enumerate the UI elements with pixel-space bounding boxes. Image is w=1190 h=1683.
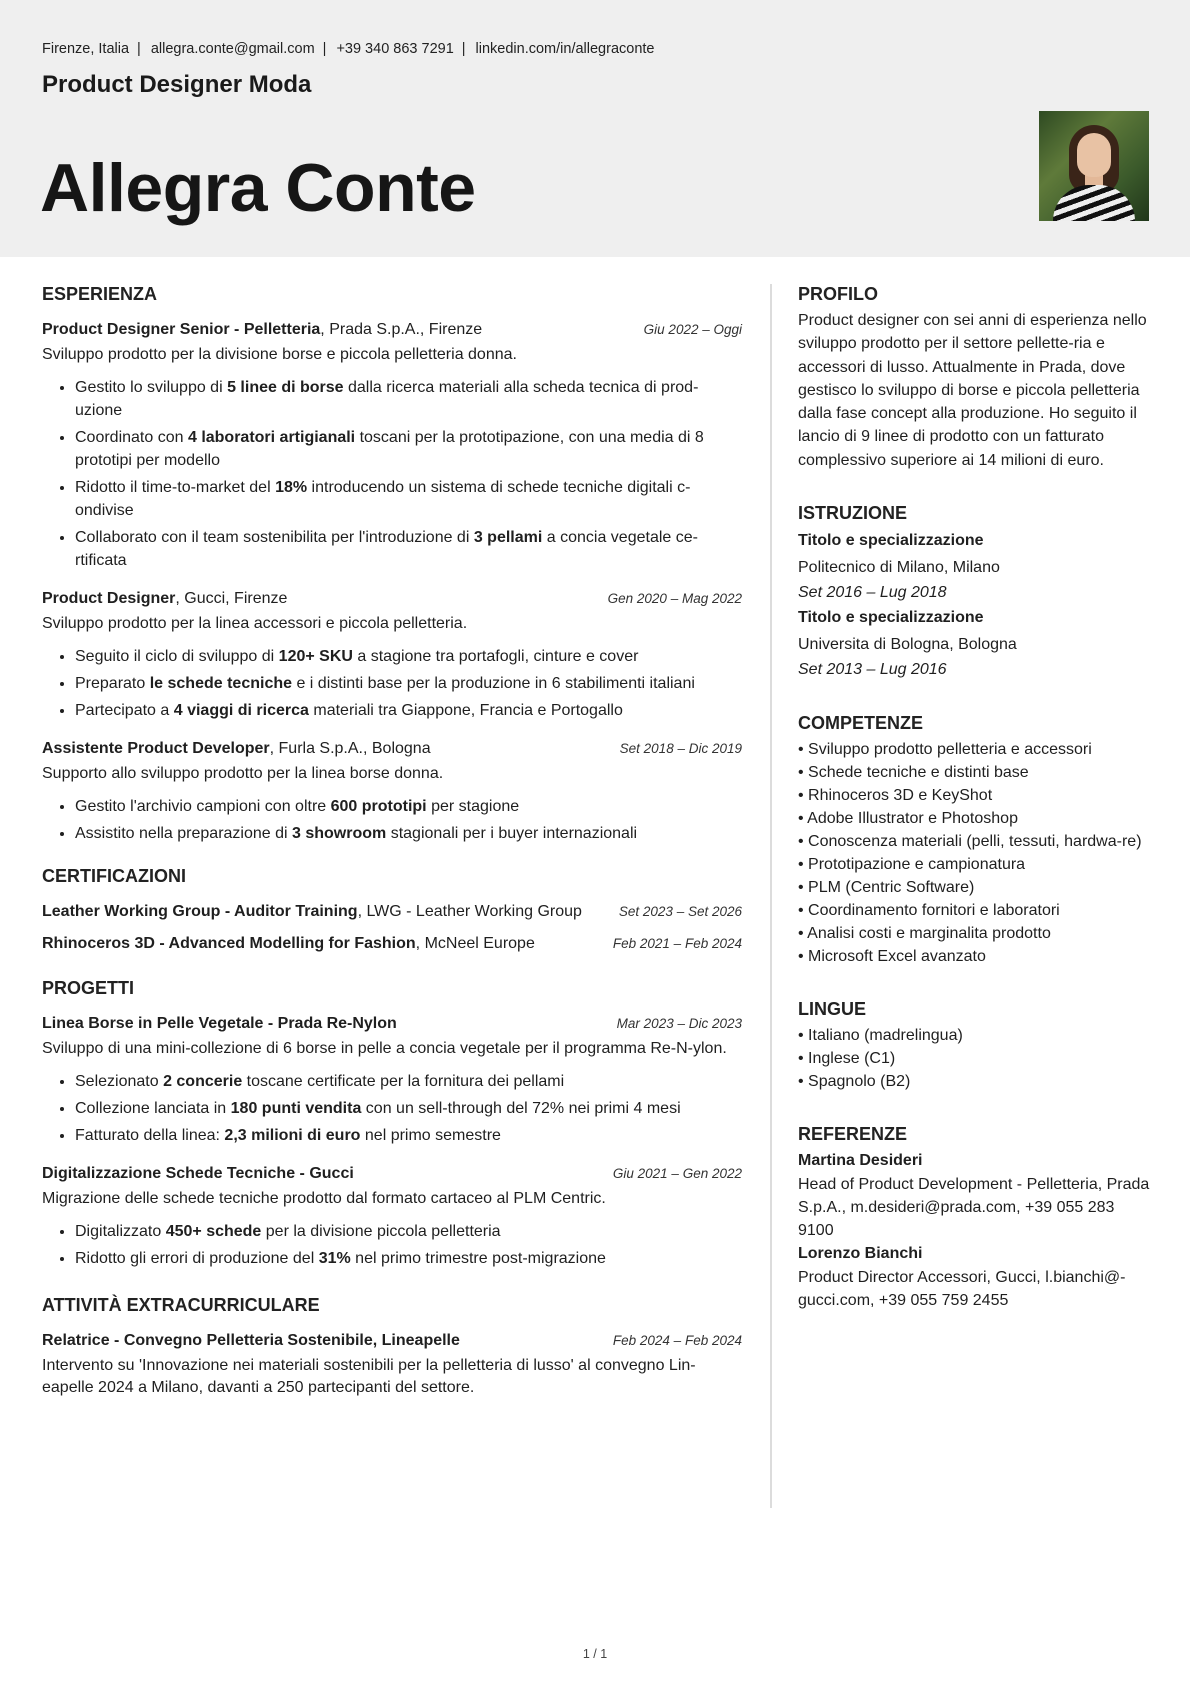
- section-title: ATTIVITÀ EXTRACURRICULARE: [42, 1295, 320, 1315]
- entry-role: Product Designer Senior - Pelletteria: [42, 321, 321, 338]
- entry-date: Feb 2024 – Feb 2024: [612, 1333, 742, 1348]
- entry-role: Assistente Product Developer: [42, 740, 270, 757]
- entry-date: Giu 2022 – Oggi: [643, 322, 742, 337]
- projects-section: [42, 977, 742, 1270]
- section-title: REFERENZE: [798, 1124, 908, 1145]
- entry-date: Mar 2023 – Dic 2023: [616, 1016, 742, 1031]
- list-item: • Partecipato a 4 viaggi di ricerca materiali tra Giappone, Francia e Portogallo: [75, 699, 742, 722]
- list-item: • Spagnolo (B2): [798, 1073, 911, 1091]
- list-item: • Prototipazione e campionatura: [798, 856, 1026, 874]
- certification-entry: [42, 901, 742, 923]
- school-name: Universita di Bologna, Bologna: [798, 636, 1017, 654]
- education-date: Set 2013 – Lug 2016: [798, 661, 947, 679]
- list-item: • Gestito lo sviluppo di 5 linee di borse dalla ricerca materiali alla scheda tecnica di prod-uzione: [75, 376, 742, 422]
- entry-org: , LWG - Leather Working Group: [357, 903, 582, 920]
- section-title: CERTIFICAZIONI: [42, 866, 186, 886]
- section-title: ESPERIENZA: [42, 284, 158, 304]
- contact-line: [42, 41, 654, 57]
- list-item: • Collezione lanciata in 180 punti vendita con un sell-through del 72% nei primi 4 mesi: [75, 1097, 742, 1120]
- contact-email[interactable]: allegra.conte@gmail.com: [150, 41, 315, 57]
- entry-description: Supporto allo sviluppo prodotto per la linea borse donna.: [42, 765, 444, 782]
- entry-description: Sviluppo di una mini-collezione di 6 borse in pelle a concia vegetale per il programma Re-N-ylon.: [42, 1040, 727, 1057]
- experience-section: [42, 283, 742, 845]
- entry-org: , Gucci, Firenze: [175, 590, 288, 607]
- section-title: PROFILO: [798, 284, 878, 304]
- degree-title: Titolo e specializzazione: [798, 609, 984, 627]
- page-number: 1 / 1: [582, 1647, 608, 1661]
- list-item: • Gestito l'archivio campioni con oltre 600 prototipi per stagione: [75, 795, 742, 818]
- profile-section: [798, 283, 1150, 472]
- list-item: • Analisi costi e marginalita prodotto: [798, 925, 1051, 943]
- entry-description: Migrazione delle schede tecniche prodotto dal formato cartaceo al PLM Centric.: [42, 1190, 606, 1207]
- entry-description: Intervento su 'Innovazione nei materiali sostenibili per la pelletteria di lusso' al convegno Lin-eapelle 2024 a Milano, davanti a 250 partecipanti del settore.: [42, 1357, 696, 1396]
- list-item: • Conoscenza materiali (pelli, tessuti, hardwa-re): [798, 833, 1142, 851]
- certification-entry: [42, 933, 742, 955]
- entry-role: Digitalizzazione Schede Tecniche - Gucci: [42, 1165, 354, 1182]
- list-item: • Preparato le schede tecniche e i distinti base per la produzione in 6 stabilimenti italiani: [75, 672, 742, 695]
- education-entry: [798, 605, 1150, 682]
- candidate-name: Allegra Conte: [40, 150, 476, 226]
- entry-date: Set 2018 – Dic 2019: [619, 741, 742, 756]
- list-item: • Microsoft Excel avanzato: [798, 948, 986, 966]
- list-item: • Ridotto gli errori di produzione del 31% nel primo trimestre post-migrazione: [75, 1247, 742, 1270]
- separator: |: [322, 41, 327, 57]
- education-date: Set 2016 – Lug 2018: [798, 584, 947, 602]
- project-entry: [42, 1163, 742, 1270]
- list-item: • Fatturato della linea: 2,3 milioni di euro nel primo semestre: [75, 1124, 742, 1147]
- profile-text: Product designer con sei anni di esperienza nello sviluppo prodotto per il settore pellette-ria e accessori di lusso. Attualmente in Prada, dove gestisco lo sviluppo di borse e piccola pelletteria dalla fase concept alla produzione. Ho seguito il lancio di 9 linee di prodotto con un fatturato complessivo superiore ai 14 milioni di euro.: [798, 312, 1147, 469]
- skills-section: [798, 712, 1150, 968]
- resume-header: [0, 0, 1190, 257]
- reference-name: Martina Desideri: [798, 1152, 923, 1170]
- profile-photo: [1039, 111, 1149, 221]
- entry-role: Leather Working Group - Auditor Training: [42, 903, 358, 920]
- list-item: • Coordinamento fornitori e laboratori: [798, 902, 1060, 920]
- list-item: • Collaborato con il team sostenibilita per l'introduzione di 3 pellami a concia vegetale ce-rtificata: [75, 526, 742, 572]
- reference-name: Lorenzo Bianchi: [798, 1245, 923, 1263]
- languages-section: [798, 998, 1150, 1093]
- entry-role: Linea Borse in Pelle Vegetale - Prada Re-Nylon: [42, 1015, 397, 1032]
- references-section: [798, 1123, 1150, 1312]
- list-item: • Ridotto il time-to-market del 18% introducendo un sistema di schede tecniche digitali c-ondivise: [75, 476, 742, 522]
- list-item: • Adobe Illustrator e Photoshop: [798, 810, 1018, 828]
- section-title: ISTRUZIONE: [798, 503, 908, 524]
- contact-phone[interactable]: +39 340 863 7291: [336, 41, 454, 57]
- entry-role: Product Designer: [42, 590, 176, 607]
- list-item: • Inglese (C1): [798, 1050, 896, 1068]
- contact-location: Firenze, Italia: [42, 41, 130, 57]
- extracurricular-section: [42, 1294, 742, 1399]
- school-name: Politecnico di Milano, Milano: [798, 559, 1000, 577]
- experience-entry: [42, 738, 742, 845]
- list-item: • Sviluppo prodotto pelletteria e accessori: [798, 741, 1092, 759]
- entry-date: Feb 2021 – Feb 2024: [612, 936, 742, 951]
- left-column: [42, 283, 742, 1415]
- list-item: • Italiano (madrelingua): [798, 1027, 963, 1045]
- entry-org: , Prada S.p.A., Firenze: [320, 321, 483, 338]
- reference-entry: [798, 1149, 1150, 1242]
- reference-details: Head of Product Development - Pelletteria, Prada S.p.A., m.desideri@prada.com, +39 055 283 9100: [798, 1176, 1150, 1240]
- reference-details: Product Director Accessori, Gucci, l.bianchi@-gucci.com, +39 055 759 2455: [798, 1269, 1126, 1310]
- entry-date: Gen 2020 – Mag 2022: [607, 591, 742, 606]
- list-item: • Seguito il ciclo di sviluppo di 120+ SKU a stagione tra portafogli, cinture e cover: [75, 645, 742, 668]
- contact-linkedin[interactable]: linkedin.com/in/allegraconte: [475, 41, 655, 57]
- entry-description: Sviluppo prodotto per la divisione borse e piccola pelletteria donna.: [42, 346, 517, 363]
- right-column: [798, 283, 1150, 1342]
- education-entry: [798, 528, 1150, 605]
- degree-title: Titolo e specializzazione: [798, 532, 984, 550]
- education-section: [798, 502, 1150, 682]
- column-divider: [770, 284, 772, 1508]
- experience-entry: [42, 588, 742, 722]
- project-entry: [42, 1013, 742, 1147]
- entry-date: Set 2023 – Set 2026: [618, 904, 742, 919]
- reference-entry: [798, 1242, 1150, 1312]
- separator: |: [137, 41, 141, 57]
- separator: |: [461, 41, 466, 57]
- list-item: • Assistito nella preparazione di 3 showroom stagionali per i buyer internazionali: [75, 822, 742, 845]
- entry-org: , McNeel Europe: [415, 935, 535, 952]
- entry-role: Relatrice - Convegno Pelletteria Sostenibile, Lineapelle: [42, 1332, 460, 1349]
- section-title: COMPETENZE: [798, 713, 924, 734]
- section-title: LINGUE: [798, 999, 867, 1020]
- list-item: • Selezionato 2 concerie toscane certificate per la fornitura dei pellami: [75, 1070, 742, 1093]
- list-item: • PLM (Centric Software): [798, 879, 975, 897]
- entry-date: Giu 2021 – Gen 2022: [612, 1166, 742, 1181]
- list-item: • Schede tecniche e distinti base: [798, 764, 1029, 782]
- entry-description: Sviluppo prodotto per la linea accessori e piccola pelletteria.: [42, 615, 468, 632]
- list-item: • Digitalizzato 450+ schede per la divisione piccola pelletteria: [75, 1220, 742, 1243]
- experience-entry: [42, 319, 742, 572]
- job-title: Product Designer Moda: [42, 71, 312, 98]
- section-title: PROGETTI: [42, 978, 135, 998]
- entry-role: Rhinoceros 3D - Advanced Modelling for Fashion: [42, 935, 416, 952]
- list-item: • Coordinato con 4 laboratori artigianali toscani per la prototipazione, con una media di 8 prototipi per modello: [75, 426, 742, 472]
- certifications-section: [42, 865, 742, 955]
- list-item: • Rhinoceros 3D e KeyShot: [798, 787, 993, 805]
- entry-org: , Furla S.p.A., Bologna: [269, 740, 431, 757]
- extracurricular-entry: [42, 1330, 742, 1399]
